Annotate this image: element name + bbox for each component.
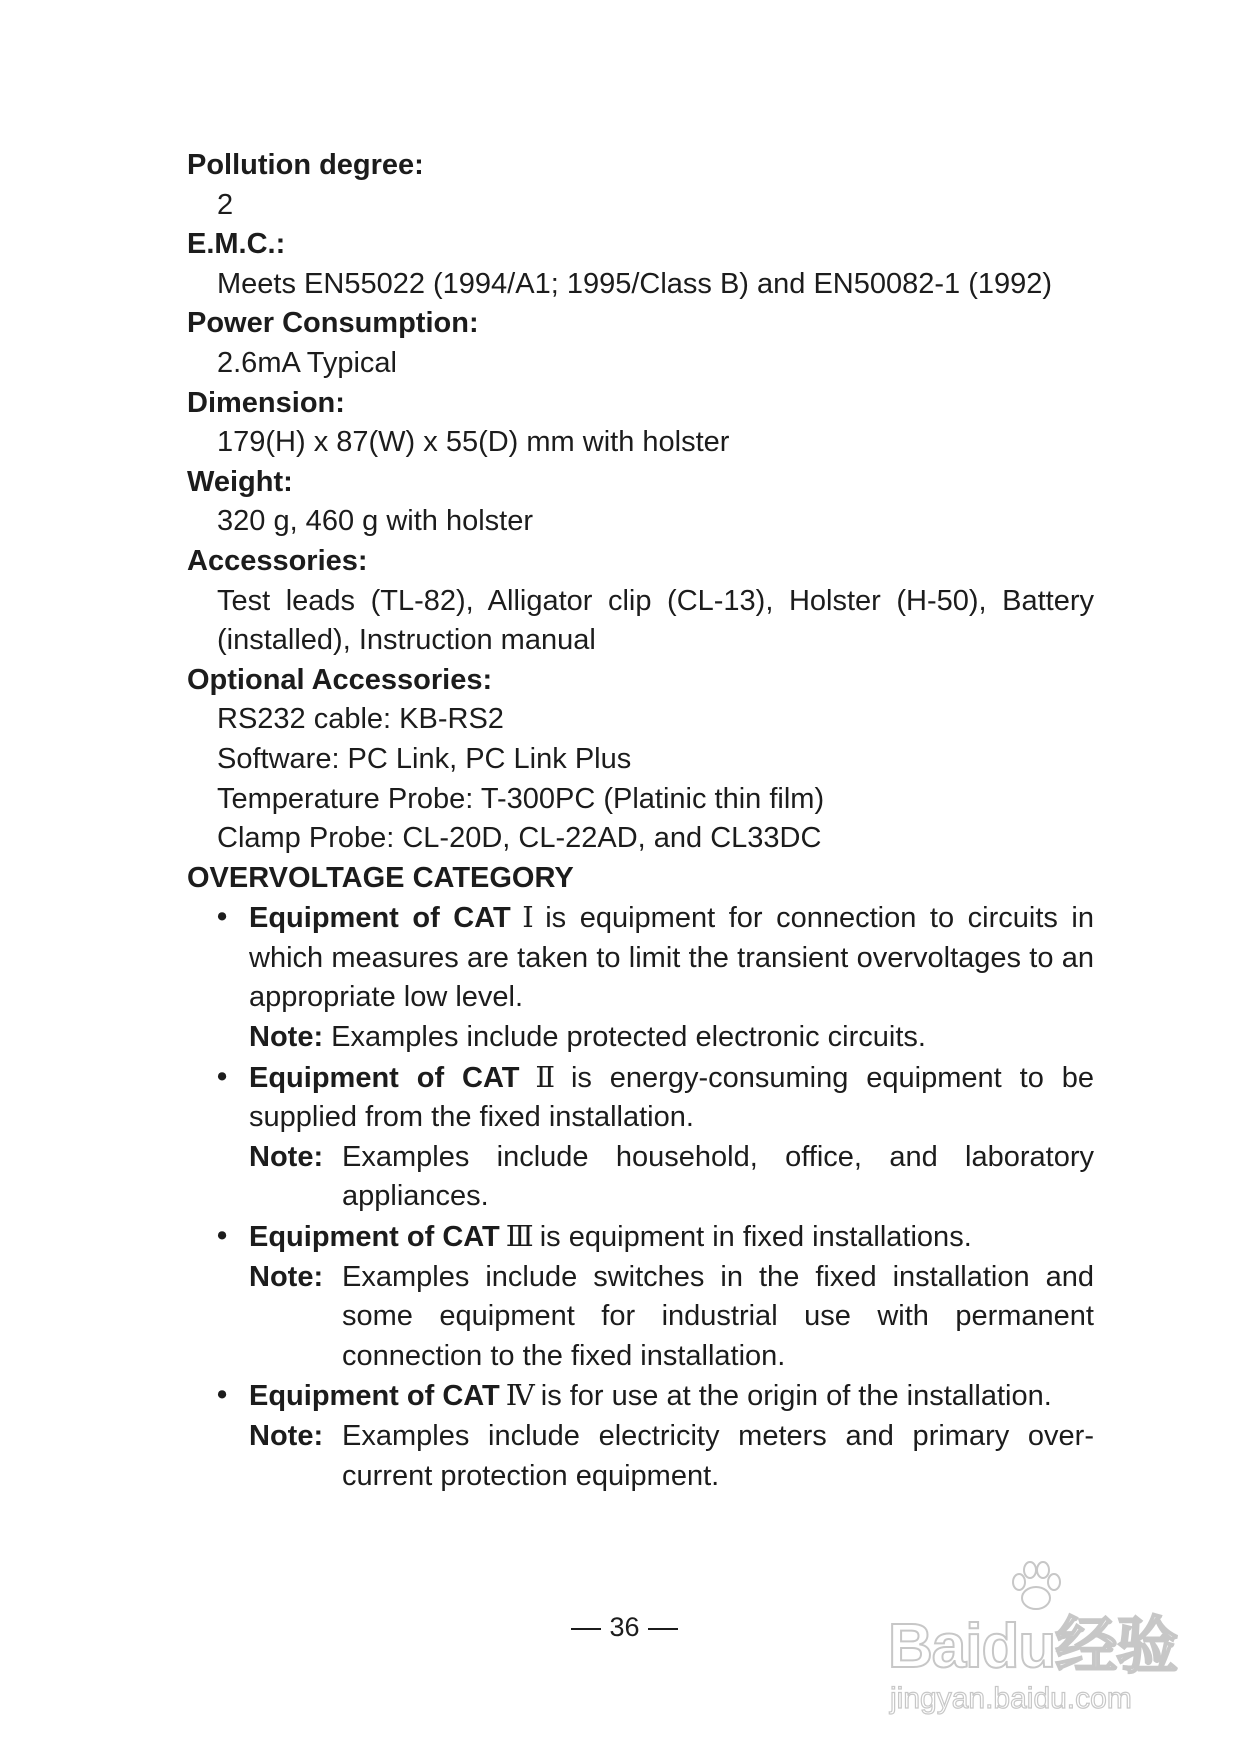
page-number: 36	[609, 1612, 640, 1642]
spec-value: 2.6mA Typical	[217, 346, 398, 379]
spec-content	[187, 146, 1094, 1496]
optional-item: Temperature Probe: T-300PC (Platinic thin film)	[217, 782, 825, 815]
spec-emc	[187, 225, 1094, 304]
spec-label: Power Consumption:	[187, 307, 479, 340]
spec-dimension	[187, 384, 1094, 463]
cat-item	[187, 1058, 1094, 1217]
overvoltage-section	[187, 859, 1094, 1497]
cat-text: is for use at the origin of the installation.	[540, 1380, 1052, 1413]
spec-accessories	[187, 542, 1094, 661]
spec-weight	[187, 463, 1094, 542]
spec-value: Test leads (TL-82), Alligator clip (CL-13), Holster (H-50), Battery (installed), Instruction manual	[217, 584, 1094, 657]
footer-dash-right	[648, 1628, 678, 1630]
note-label: Note:	[249, 1140, 324, 1173]
spec-label: Dimension:	[187, 386, 345, 419]
cat-item	[187, 898, 1094, 1057]
cat-note	[249, 1018, 1094, 1058]
note-text: Examples include switches in the fixed installation and some equipment for industrial use with permanent connection to the fixed installation.	[342, 1260, 1094, 1372]
note-text: Examples include protected electronic circuits.	[331, 1021, 926, 1054]
baidu-watermark	[888, 1560, 1188, 1730]
cat-roman: Ⅱ	[525, 1059, 565, 1094]
spec-value: 179(H) x 87(W) x 55(D) mm with holster	[217, 426, 730, 459]
watermark-url: jingyan.baidu.com	[890, 1682, 1132, 1715]
footer-dash-left	[571, 1628, 601, 1630]
note-text: Examples include household, office, and laboratory appliances.	[342, 1140, 1094, 1213]
optional-item: Software: PC Link, PC Link Plus	[217, 742, 632, 775]
cat-description	[249, 1058, 1094, 1138]
spec-label: Weight:	[187, 465, 293, 498]
cat-roman: Ⅳ	[505, 1378, 535, 1413]
spec-pollution	[187, 146, 1094, 225]
spec-value: 320 g, 460 g with holster	[217, 505, 533, 538]
watermark-brand: Baidu经验	[888, 1612, 1178, 1681]
cat-description	[249, 1217, 1094, 1258]
bullet: •	[217, 1220, 228, 1253]
cat-lead: Equipment of CAT	[249, 1380, 500, 1413]
spec-label: Accessories:	[187, 544, 368, 577]
cat-lead: Equipment of CAT	[249, 1061, 520, 1094]
spec-optional-accessories	[187, 661, 1094, 859]
optional-item: Clamp Probe: CL-20D, CL-22AD, and CL33DC	[217, 822, 822, 855]
cat-note	[249, 1138, 1094, 1217]
note-text: Examples include electricity meters and primary over-current protection equipment.	[342, 1420, 1094, 1492]
cat-description	[249, 898, 1094, 1018]
cat-lead: Equipment of CAT	[249, 1221, 500, 1254]
cat-roman: Ⅰ	[516, 900, 540, 935]
cat-item	[187, 1376, 1094, 1496]
spec-label: Pollution degree:	[187, 149, 424, 181]
note-label: Note:	[249, 1420, 324, 1452]
cat-text: is equipment in fixed installations.	[539, 1221, 972, 1254]
note-label: Note:	[249, 1021, 324, 1054]
spec-power	[187, 304, 1094, 383]
cat-text: is energy-consuming equipment to be supplied from the fixed installation.	[249, 1061, 1094, 1134]
bullet: •	[217, 901, 228, 934]
cat-text: is equipment for connection to circuits in which measures are taken to limit the transient overvoltages to an appropriate low level.	[249, 902, 1095, 1014]
cat-item	[187, 1217, 1094, 1376]
spec-value: 2	[217, 188, 234, 221]
bullet: •	[217, 1060, 228, 1093]
section-title: OVERVOLTAGE CATEGORY	[187, 861, 574, 894]
spec-value: Meets EN55022 (1994/A1; 1995/Class B) and EN50082-1 (1992)	[217, 267, 1053, 300]
cat-note	[249, 1258, 1094, 1377]
spec-label: E.M.C.:	[187, 228, 286, 261]
note-label: Note:	[249, 1260, 324, 1293]
cat-description	[249, 1376, 1094, 1417]
cat-roman: Ⅲ	[505, 1219, 534, 1254]
spec-label: Optional Accessories:	[187, 663, 493, 696]
optional-item: RS232 cable: KB-RS2	[217, 703, 504, 736]
bullet: •	[217, 1379, 228, 1412]
cat-lead: Equipment of CAT	[249, 902, 511, 935]
cat-note	[249, 1417, 1094, 1496]
